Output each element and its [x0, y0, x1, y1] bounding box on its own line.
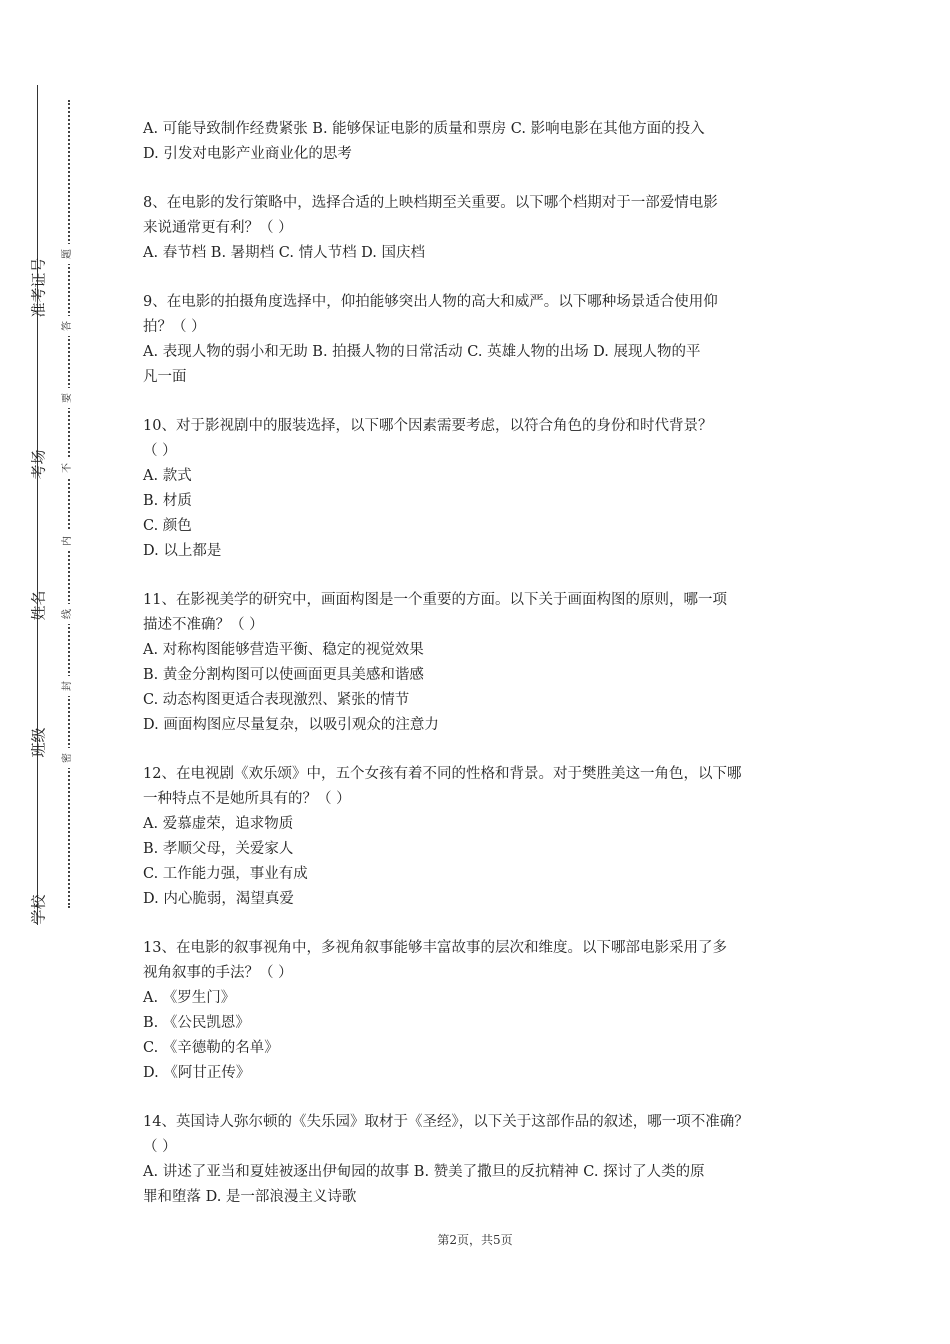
option-a: A. 《罗生门》 [143, 990, 236, 1006]
question-options: D. 引发对电影产业商业化的思考 [143, 146, 352, 162]
seal-dotted-line [68, 100, 70, 908]
question-text: 8、在电影的发行策略中，选择合适的上映档期至关重要。以下哪个档期对于一部爱情电影 [143, 195, 718, 211]
option-d: D. 以上都是 [143, 543, 222, 559]
question-text: 视角叙事的手法？（ ） [143, 965, 293, 981]
option-a: A. 款式 [143, 468, 192, 484]
question-block [143, 117, 813, 167]
option-a: A. 对称构图能够营造平衡、稳定的视觉效果 [143, 642, 424, 658]
option-d: D. 画面构图应尽量复杂，以吸引观众的注意力 [143, 717, 439, 733]
question-13 [143, 936, 813, 1086]
option-b: B. 黄金分割构图可以使画面更具美感和谐感 [143, 667, 424, 683]
option-c: C. 《辛德勒的名单》 [143, 1040, 279, 1056]
option-b: B. 材质 [143, 493, 192, 509]
question-8 [143, 191, 813, 266]
option-b: B. 《公民凯恩》 [143, 1015, 250, 1031]
option-d: D. 《阿甘正传》 [143, 1065, 251, 1081]
question-options: A. 春节档 B. 暑期档 C. 情人节档 D. 国庆档 [143, 245, 426, 261]
option-d: D. 内心脆弱，渴望真爱 [143, 891, 294, 907]
option-b: B. 孝顺父母，关爱家人 [143, 841, 294, 857]
question-text: 9、在电影的拍摄角度选择中，仰拍能够突出人物的高大和威严。以下哪种场景适合使用仰 [143, 294, 718, 310]
question-text: （ ） [143, 1139, 177, 1155]
question-text: 11、在影视美学的研究中，画面构图是一个重要的方面。以下关于画面构图的原则，哪一项 [143, 592, 727, 608]
question-text: 12、在电视剧《欢乐颂》中，五个女孩有着不同的性格和背景。对于樊胜美这一角色，以下哪 [143, 766, 742, 782]
binding-margin [0, 0, 110, 1344]
binding-solid-line [37, 85, 38, 925]
exam-number-label: 准考证号 [29, 257, 48, 318]
class-label: 班级 [29, 727, 48, 758]
option-a: A. 爱慕虚荣，追求物质 [143, 816, 294, 832]
question-11 [143, 588, 813, 738]
question-text: 14、英国诗人弥尔顿的《失乐园》取材于《圣经》，以下关于这部作品的叙述，哪一项不准确？ [143, 1114, 749, 1130]
question-text: 一种特点不是她所具有的？（ ） [143, 791, 351, 807]
question-9 [143, 290, 813, 390]
seal-char: 密 [62, 748, 74, 768]
question-options: 罪和堕落 D. 是一部浪漫主义诗歌 [143, 1189, 357, 1205]
seal-char: 封 [62, 676, 74, 696]
question-list [143, 117, 813, 1210]
school-label: 学校 [29, 894, 48, 925]
question-14 [143, 1110, 813, 1210]
question-text: 13、在电影的叙事视角中，多视角叙事能够丰富故事的层次和维度。以下哪部电影采用了多 [143, 940, 727, 956]
option-c: C. 颜色 [143, 518, 192, 534]
exam-room-label: 考场 [29, 449, 48, 480]
question-text: 拍？（ ） [143, 319, 206, 335]
option-c: C. 动态构图更适合表现激烈、紧张的情节 [143, 692, 410, 708]
question-options: A. 可能导致制作经费紧张 B. 能够保证电影的质量和票房 C. 影响电影在其他方面的投入 [143, 121, 705, 137]
seal-char: 题 [62, 244, 74, 264]
question-options: 凡一面 [143, 369, 187, 385]
question-12 [143, 762, 813, 912]
question-options: A. 讲述了亚当和夏娃被逐出伊甸园的故事 B. 赞美了撒旦的反抗精神 C. 探讨了人类的原 [143, 1164, 705, 1180]
seal-char: 要 [62, 388, 74, 408]
seal-char: 不 [62, 458, 74, 478]
name-label: 姓名 [29, 590, 48, 621]
option-c: C. 工作能力强，事业有成 [143, 866, 308, 882]
seal-char: 内 [62, 531, 74, 551]
seal-char: 答 [62, 316, 74, 336]
question-10 [143, 414, 813, 564]
seal-char: 线 [62, 604, 74, 624]
page-number: 第2页，共5页 [437, 1233, 513, 1247]
question-text: （ ） [143, 443, 177, 459]
question-text: 描述不准确？（ ） [143, 617, 264, 633]
question-options: A. 表现人物的弱小和无助 B. 拍摄人物的日常活动 C. 英雄人物的出场 D. 展现人物的平 [143, 344, 701, 360]
question-text: 来说通常更有利？（ ） [143, 220, 293, 236]
question-text: 10、对于影视剧中的服装选择，以下哪个因素需要考虑，以符合角色的身份和时代背景？ [143, 418, 713, 434]
